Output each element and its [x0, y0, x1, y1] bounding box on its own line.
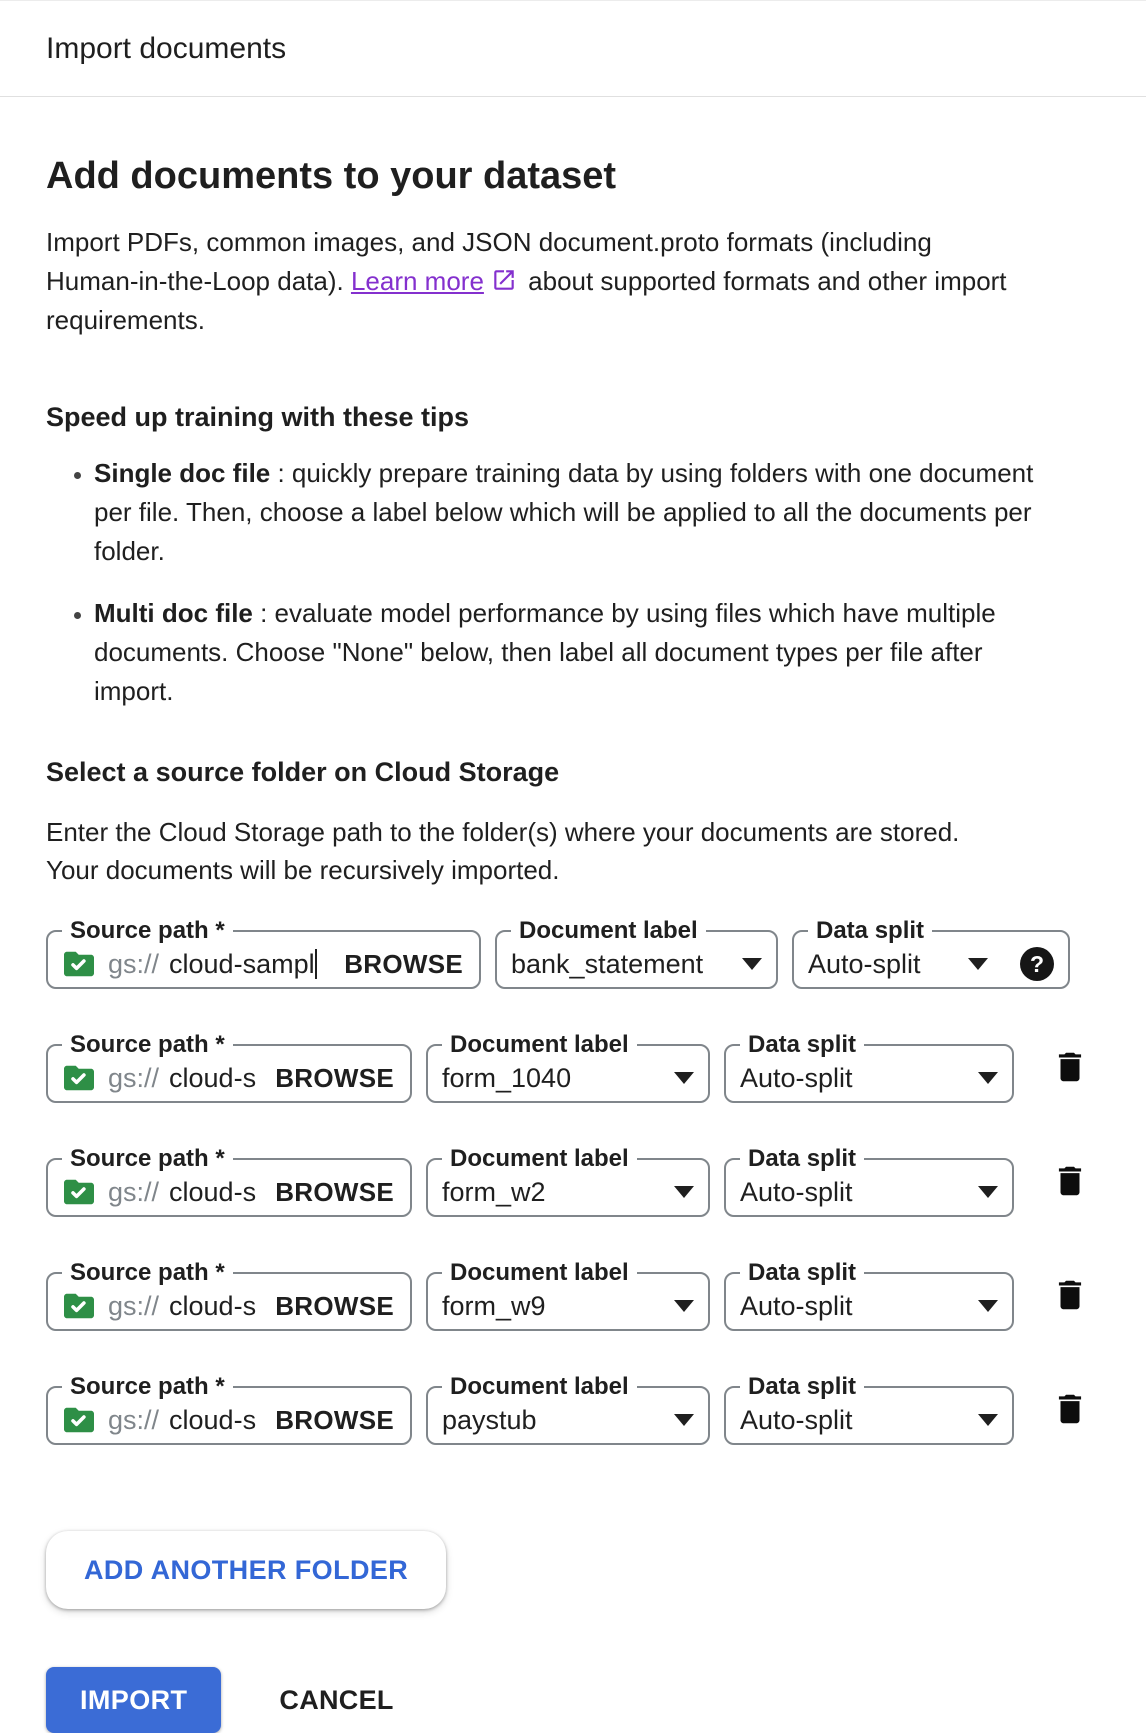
- tip-text: : quickly prepare training data by using folders with one document per file. Then, choose a label below which will be applied to all the documents per folder.: [94, 458, 1034, 566]
- source-path-input[interactable]: cloud-s: [169, 1290, 257, 1321]
- data-split-label: Data split: [748, 1373, 857, 1400]
- tips-list: [46, 454, 1038, 711]
- caret-down-icon: [742, 958, 762, 970]
- data-split-select[interactable]: [724, 1031, 1014, 1103]
- data-split-value: Auto-split: [740, 1176, 853, 1207]
- intro-paragraph: [46, 223, 1031, 340]
- browse-button[interactable]: BROWSE: [275, 1404, 394, 1435]
- folder-check-icon: [62, 1063, 96, 1093]
- data-split-label: Data split: [748, 1145, 857, 1172]
- import-folder-row: [46, 1145, 1100, 1217]
- delete-row-button[interactable]: [1046, 1271, 1094, 1319]
- import-folder-row: [46, 1259, 1100, 1331]
- document-label-select[interactable]: [426, 1145, 710, 1217]
- intro-text-after: about supported formats and other import requirements.: [46, 266, 1007, 335]
- source-path-input[interactable]: cloud-sampl: [169, 948, 315, 979]
- caret-down-icon: [674, 1072, 694, 1084]
- caret-down-icon: [968, 958, 988, 970]
- caret-down-icon: [978, 1414, 998, 1426]
- external-link-icon: [491, 267, 517, 293]
- source-path-label: Source path *: [70, 917, 225, 944]
- caret-down-icon: [978, 1186, 998, 1198]
- trash-icon: [1051, 1276, 1089, 1314]
- data-split-select[interactable]: [792, 917, 1070, 989]
- folder-check-icon: [62, 1177, 96, 1207]
- data-split-value: Auto-split: [740, 1404, 853, 1435]
- caret-down-icon: [674, 1414, 694, 1426]
- folder-check-icon: [62, 949, 96, 979]
- trash-icon: [1051, 1162, 1089, 1200]
- learn-more-label: Learn more: [350, 266, 484, 296]
- caret-down-icon: [978, 1072, 998, 1084]
- browse-button[interactable]: BROWSE: [275, 1290, 394, 1321]
- import-folder-row: [46, 1373, 1100, 1445]
- source-path-label: Source path *: [70, 1031, 225, 1058]
- browse-button[interactable]: BROWSE: [275, 1062, 394, 1093]
- import-button[interactable]: IMPORT: [46, 1667, 221, 1733]
- document-label-value: bank_statement: [511, 948, 704, 979]
- trash-icon: [1051, 1048, 1089, 1086]
- source-path-input[interactable]: cloud-s: [169, 1176, 257, 1207]
- tip-bold-label: Single doc file: [94, 458, 271, 488]
- data-split-select[interactable]: [724, 1145, 1014, 1217]
- footer-actions: [46, 1667, 1100, 1733]
- source-section-description: Enter the Cloud Storage path to the folder(s) where your documents are stored. Your documents will be recursively imported.: [46, 817, 960, 885]
- data-split-label: Data split: [816, 917, 925, 944]
- source-path-field[interactable]: [46, 1373, 412, 1445]
- delete-row-button[interactable]: [1046, 1043, 1094, 1091]
- caret-down-icon: [978, 1300, 998, 1312]
- gs-prefix: gs://: [108, 948, 160, 979]
- data-split-value: Auto-split: [808, 948, 921, 979]
- cancel-button[interactable]: CANCEL: [269, 1685, 403, 1716]
- document-label-label: Document label: [450, 1145, 629, 1172]
- import-folder-row: [46, 1031, 1100, 1103]
- document-label-select[interactable]: [426, 1373, 710, 1445]
- dialog-title: Import documents: [46, 31, 287, 65]
- import-folder-row: [46, 917, 1100, 989]
- document-label-label: Document label: [519, 917, 698, 944]
- data-split-value: Auto-split: [740, 1062, 853, 1093]
- tips-heading: Speed up training with these tips: [46, 402, 470, 432]
- tip-item-single-doc: [94, 454, 1038, 571]
- gs-prefix: gs://: [108, 1176, 160, 1207]
- caret-down-icon: [674, 1186, 694, 1198]
- page-title: Add documents to your dataset: [46, 155, 617, 197]
- text-cursor: [315, 949, 317, 979]
- caret-down-icon: [674, 1300, 694, 1312]
- gs-prefix: gs://: [108, 1062, 160, 1093]
- document-label-value: paystub: [442, 1404, 537, 1435]
- folder-check-icon: [62, 1405, 96, 1435]
- document-label-select[interactable]: [426, 1031, 710, 1103]
- browse-button[interactable]: BROWSE: [275, 1176, 394, 1207]
- document-label-value: form_1040: [442, 1062, 572, 1093]
- browse-button[interactable]: BROWSE: [344, 948, 463, 979]
- dialog-header: [0, 0, 1146, 97]
- source-path-input[interactable]: cloud-s: [169, 1404, 257, 1435]
- source-path-input[interactable]: cloud-s: [169, 1062, 257, 1093]
- learn-more-link[interactable]: [351, 266, 484, 296]
- source-section-heading: Select a source folder on Cloud Storage: [46, 757, 560, 787]
- gs-prefix: gs://: [108, 1404, 160, 1435]
- data-split-value: Auto-split: [740, 1290, 853, 1321]
- help-icon[interactable]: ?: [1020, 947, 1054, 981]
- delete-row-button[interactable]: [1046, 1385, 1094, 1433]
- source-path-label: Source path *: [70, 1373, 225, 1400]
- folder-rows: [46, 917, 1100, 1445]
- gs-prefix: gs://: [108, 1290, 160, 1321]
- source-path-field[interactable]: [46, 1031, 412, 1103]
- delete-row-button[interactable]: [1046, 1157, 1094, 1205]
- data-split-label: Data split: [748, 1031, 857, 1058]
- data-split-label: Data split: [748, 1259, 857, 1286]
- tip-bold-label: Multi doc file: [94, 598, 253, 628]
- document-label-label: Document label: [450, 1259, 629, 1286]
- add-another-folder-button[interactable]: ADD ANOTHER FOLDER: [46, 1531, 446, 1609]
- source-path-field[interactable]: [46, 1145, 412, 1217]
- document-label-label: Document label: [450, 1373, 629, 1400]
- data-split-select[interactable]: [724, 1259, 1014, 1331]
- source-path-label: Source path *: [70, 1259, 225, 1286]
- intro-text-before: Import PDFs, common images, and JSON document.proto formats (including Human-in-the-Loop data).: [46, 227, 932, 296]
- document-label-select[interactable]: [426, 1259, 710, 1331]
- document-label-label: Document label: [450, 1031, 629, 1058]
- data-split-select[interactable]: [724, 1373, 1014, 1445]
- source-path-field[interactable]: [46, 917, 481, 989]
- folder-check-icon: [62, 1291, 96, 1321]
- source-path-label: Source path *: [70, 1145, 225, 1172]
- document-label-value: form_w9: [442, 1290, 546, 1321]
- document-label-value: form_w2: [442, 1176, 546, 1207]
- tip-item-multi-doc: [94, 594, 1038, 711]
- dialog-content: [0, 153, 1146, 1733]
- tip-text: : evaluate model performance by using files which have multiple documents. Choose "None" below, then label all document types per file after import.: [94, 598, 996, 706]
- trash-icon: [1051, 1390, 1089, 1428]
- document-label-select[interactable]: [495, 917, 778, 989]
- source-path-field[interactable]: [46, 1259, 412, 1331]
